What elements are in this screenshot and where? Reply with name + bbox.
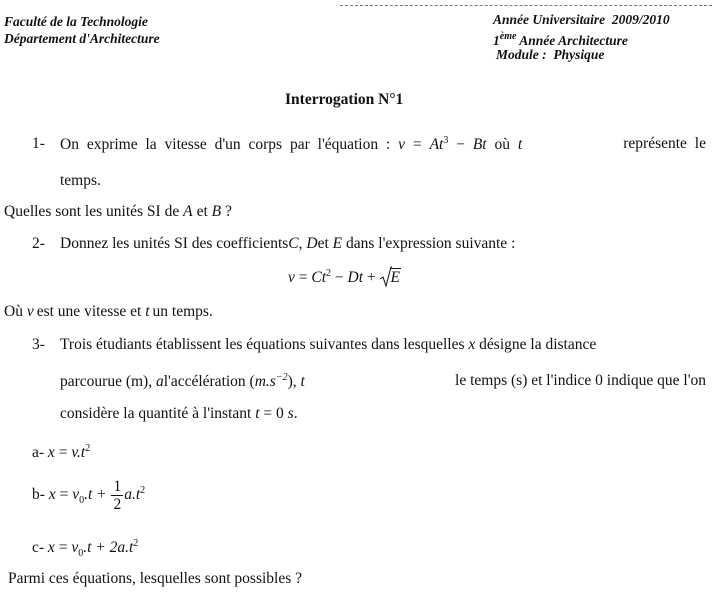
q3-line3: [60, 405, 298, 423]
level-number: 1: [493, 33, 500, 48]
option-c-label: c-: [32, 539, 45, 556]
option-b-at: a.t: [124, 486, 141, 504]
q2-equation: [288, 268, 401, 287]
q2-text: [60, 235, 515, 253]
q3-var-t: t: [300, 373, 305, 390]
q1-eq-v: v: [398, 136, 406, 153]
q3-var-x: x: [468, 336, 476, 353]
q2-var-D: D: [306, 235, 318, 252]
sqrt-symbol: [380, 269, 401, 287]
option-b-t: .t +: [84, 486, 111, 504]
q2-eq-plus: +: [363, 269, 380, 286]
q1-text-end: représente le: [623, 135, 706, 152]
option-b: [32, 478, 145, 513]
module-label: Module :: [496, 47, 547, 62]
final-question: Parmi ces équations, lesquelles sont possibles ?: [8, 570, 303, 587]
q1-followup-A: A: [183, 203, 193, 220]
level-superscript: ème: [499, 31, 517, 42]
option-a-label: a-: [32, 444, 45, 461]
page-title: Interrogation N°1: [285, 91, 404, 108]
option-b-v: v: [72, 486, 80, 504]
option-c-t: .t + 2: [83, 539, 118, 556]
q3-unit: m.s: [254, 373, 276, 390]
q1-eq-equals: =: [405, 136, 430, 153]
option-c: [32, 538, 138, 559]
q2-et: et: [317, 235, 329, 252]
module-value: Physique: [553, 47, 605, 62]
q1-equation: [398, 136, 486, 153]
q3-var-a: a: [155, 373, 164, 390]
q2-eq-exponent: 2: [326, 268, 332, 279]
q2-text-end: dans l'expression suivante :: [345, 235, 516, 252]
q1-followup-et: et: [196, 203, 208, 220]
q3-unit-exponent: −2: [275, 372, 288, 383]
q1-followup-question-mark: ?: [224, 203, 232, 220]
module: [496, 47, 604, 63]
q3-line2-end: le temps (s) et l'indice 0 indique que l'on: [455, 372, 706, 389]
option-c-x: x: [47, 539, 55, 556]
q2-eq-minus: −: [331, 269, 348, 286]
option-b-equals: =: [55, 486, 73, 504]
header-divider: [340, 5, 712, 6]
q3-number: 3-: [32, 336, 45, 353]
q3-line3-s: s: [287, 405, 294, 422]
option-a-vt: v.t: [71, 444, 86, 461]
q2-var-E: E: [332, 235, 343, 252]
q1-followup-B: B: [211, 203, 222, 220]
q1-text-ou: où: [494, 136, 510, 153]
option-a-equals: =: [54, 444, 72, 461]
option-a: [32, 443, 90, 462]
q3-line2-close: ),: [287, 373, 297, 390]
q1-text-start: On exprime la vitesse d'un corps par l'équation :: [60, 136, 391, 153]
q3-line3-period: .: [293, 405, 298, 422]
q1-eq-Bt: Bt: [472, 136, 487, 153]
academic-year: [493, 12, 670, 28]
q2-comma: ,: [298, 235, 303, 252]
level-text: Année Architecture: [519, 33, 628, 48]
q2-text-start: Donnez les unités SI des coefficients: [60, 235, 289, 252]
fraction-denominator: 2: [113, 496, 122, 513]
q2-followup-t: t: [145, 303, 150, 320]
option-b-fraction: [111, 478, 123, 513]
q3-line2: [60, 372, 706, 391]
year-value: 2009/2010: [611, 12, 670, 27]
q2-number: 2-: [32, 235, 45, 252]
q2-eq-Dt: Dt: [347, 269, 364, 286]
option-c-at: a.t: [117, 539, 134, 556]
q3-line3-eq: = 0: [259, 405, 288, 422]
option-c-v: v: [71, 539, 79, 556]
q1-var-t: t: [517, 136, 523, 153]
q3-line2-text: parcourue (m),: [60, 373, 153, 390]
q1-text: [60, 135, 706, 154]
q3-line1-text: Trois étudiants établissent les équations suivantes dans lesquelles: [60, 336, 465, 353]
q2-followup-ou: Où: [4, 303, 23, 320]
option-a-x: x: [47, 444, 55, 461]
q2-followup-mid: est une vitesse et: [36, 303, 142, 320]
option-c-subscript: 0: [78, 548, 84, 559]
option-a-exponent: 2: [85, 443, 91, 454]
q2-eq-Ct: Ct: [311, 269, 327, 286]
option-c-equals: =: [54, 539, 72, 556]
q1-followup: [4, 203, 232, 221]
q1-eq-exponent: 3: [443, 135, 449, 146]
option-b-subscript: 0: [79, 495, 85, 507]
q2-followup-end: un temps.: [152, 303, 213, 320]
year-label: Année Universitaire: [493, 12, 606, 27]
q1-eq-minus: −: [448, 136, 473, 153]
q1-number: 1-: [32, 135, 45, 152]
q1-followup-text: Quelles sont les unités SI de: [4, 203, 180, 220]
q3-line3-t: t: [255, 405, 260, 422]
q3-line1: [60, 336, 596, 354]
option-b-exponent: 2: [140, 485, 146, 497]
q2-eq-v: v: [288, 269, 295, 286]
q2-eq-equals: =: [294, 269, 312, 286]
q2-var-C: C: [288, 235, 299, 252]
option-b-label: b-: [32, 486, 45, 504]
q1-eq-At: At: [429, 136, 444, 153]
option-c-exponent: 2: [133, 538, 139, 549]
q2-followup-v: v: [26, 303, 34, 320]
q3-line1-end: désigne la distance: [479, 336, 597, 353]
faculty-name: Faculté de la Technologie: [4, 14, 148, 29]
q2-eq-E: E: [390, 269, 401, 286]
department-name: Département d'Architecture: [4, 31, 160, 46]
level: [493, 29, 628, 49]
q1-text-line2: temps.: [60, 172, 101, 189]
q2-followup: [4, 303, 213, 321]
q3-line2-accel: l'accélération (: [163, 373, 255, 390]
fraction-numerator: 1: [113, 478, 122, 495]
q3-line3-text: considère la quantité à l'instant: [60, 405, 252, 422]
option-b-x: x: [48, 486, 56, 504]
